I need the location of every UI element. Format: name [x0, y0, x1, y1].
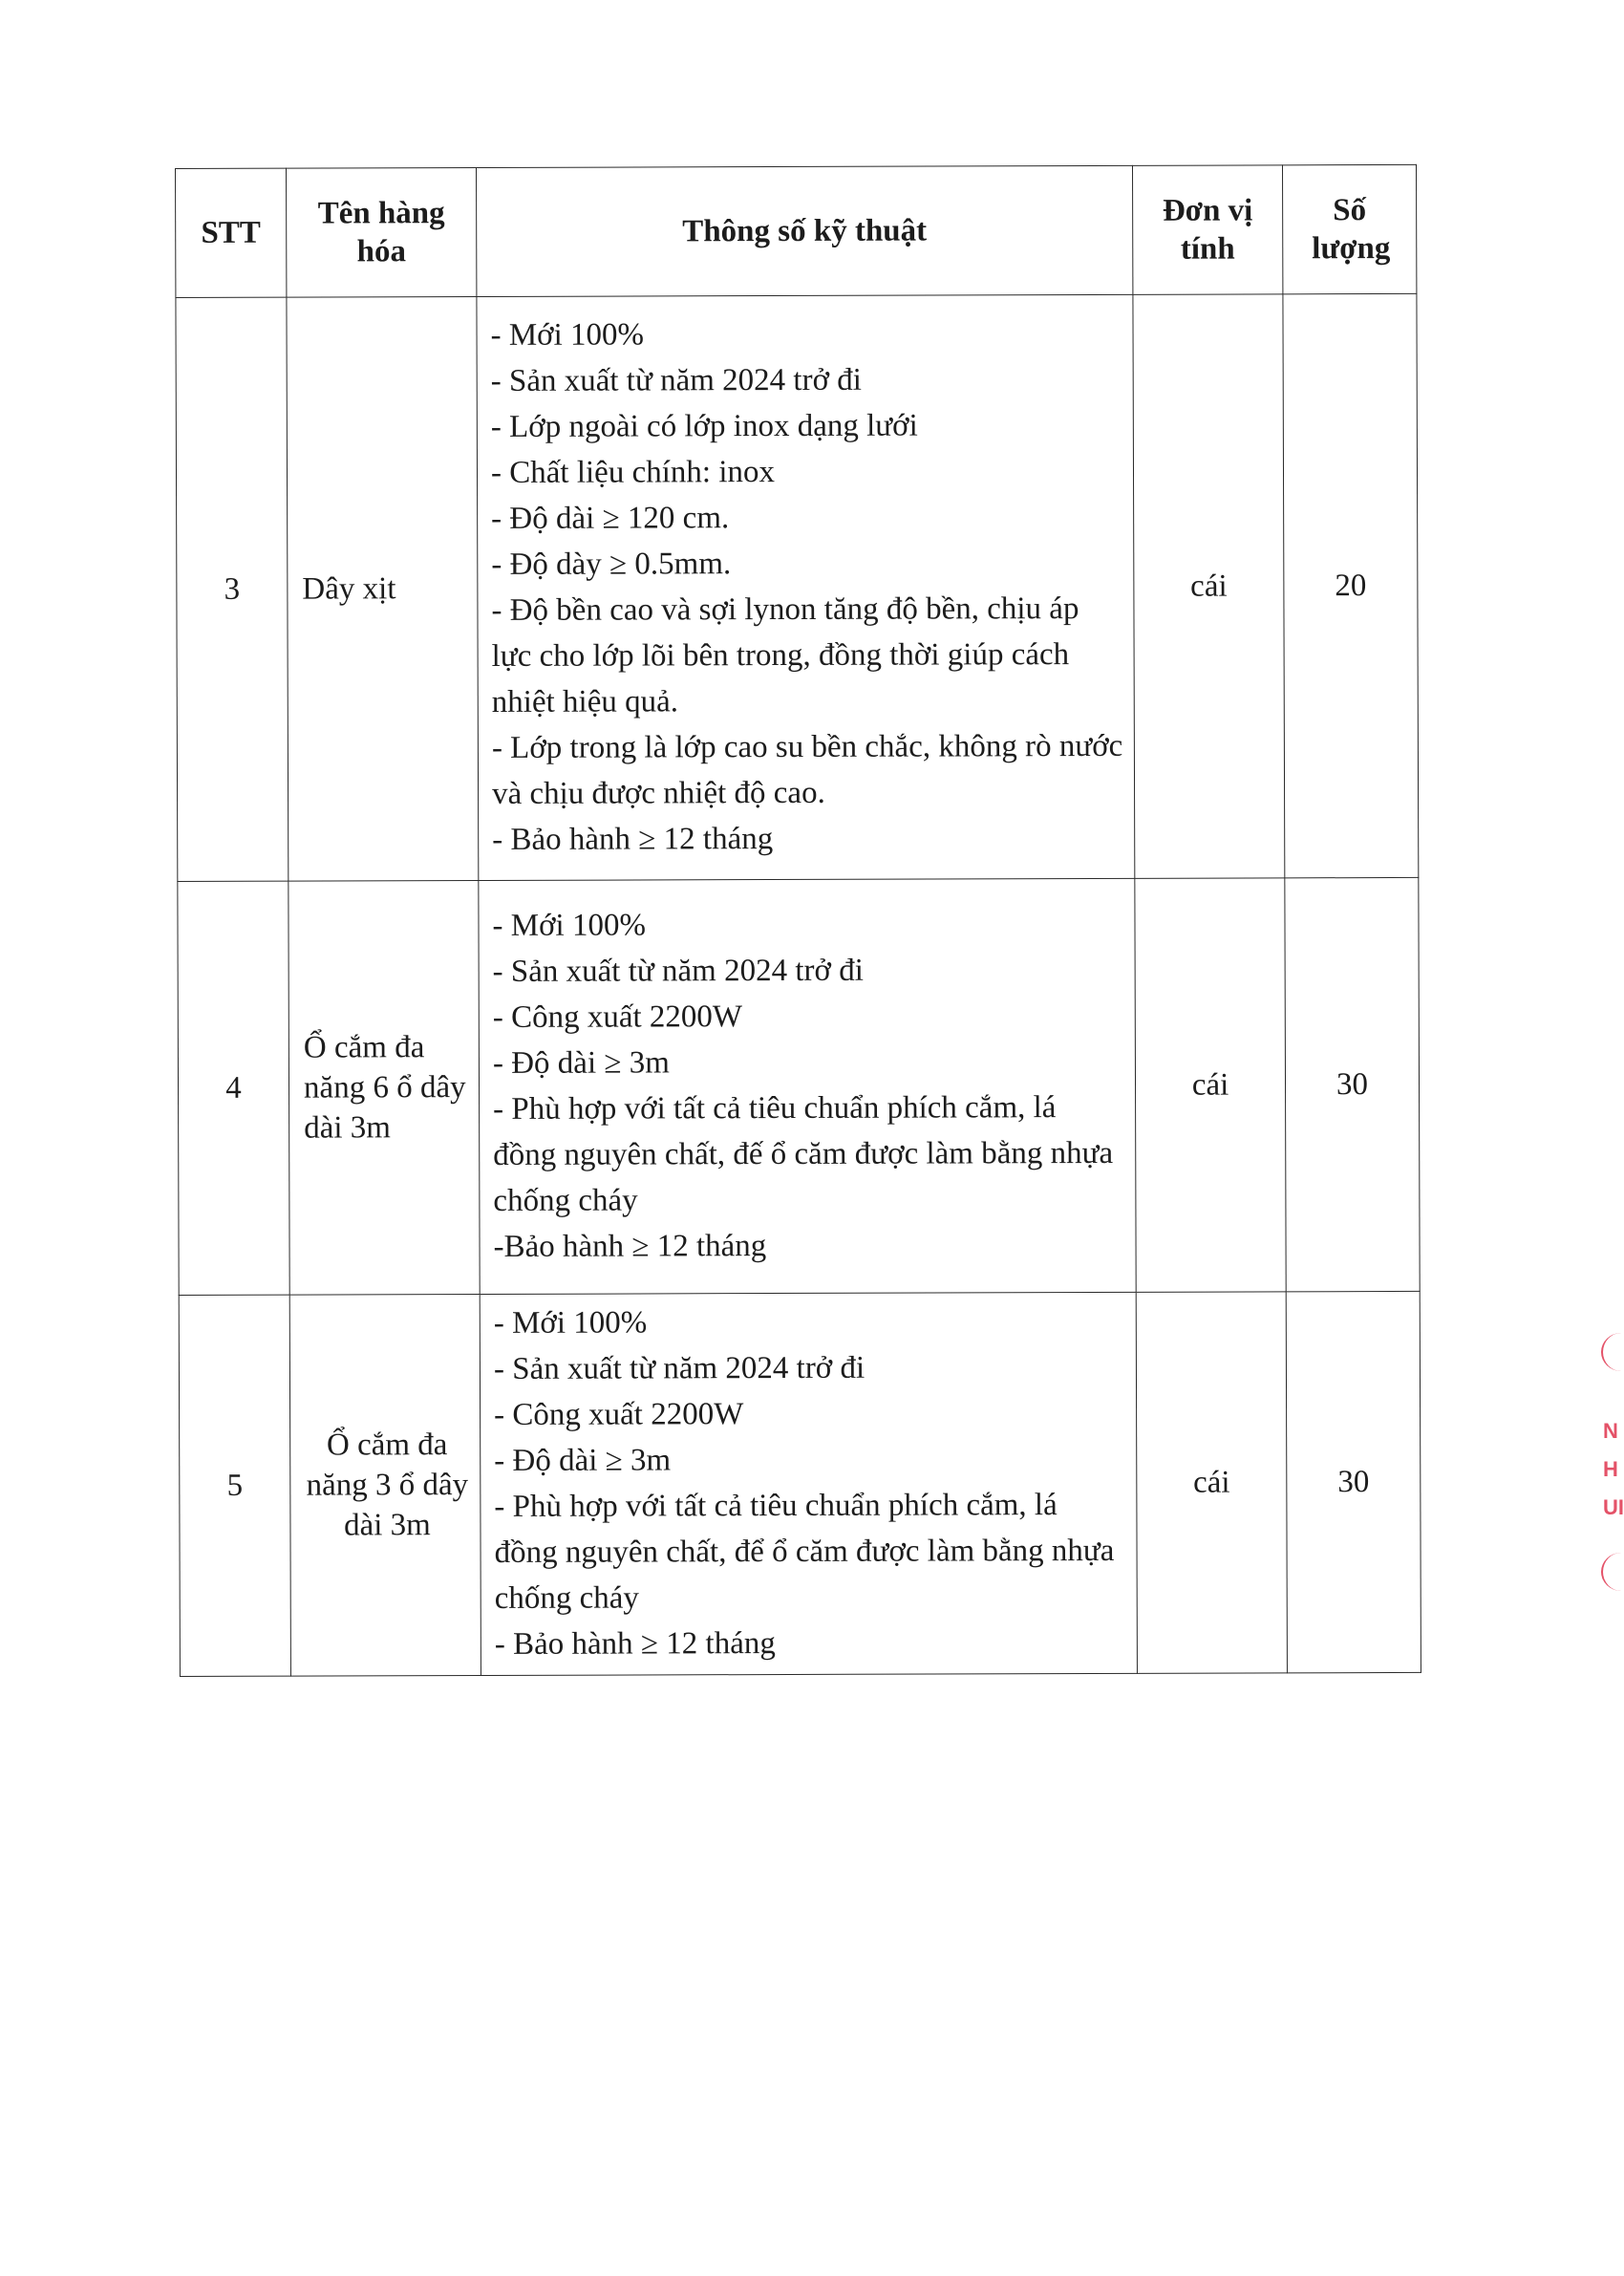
stamp-text: H [1603, 1457, 1618, 1481]
table-row [178, 877, 1420, 1295]
spec-line: - Chất liệu chính: inox [490, 455, 776, 490]
spec-line: -Bảo hành ≥ 12 tháng [493, 1229, 767, 1264]
spec-line: - Sản xuất từ năm 2024 trở đi [493, 1350, 865, 1386]
spec-line: - Độ dài ≥ 3m [494, 1443, 672, 1478]
header-qty-text: Số lượng [1312, 193, 1391, 267]
row-name: Dây xịt [287, 297, 479, 882]
row-specs [479, 878, 1136, 1294]
spec-line: - Độ bền cao và sợi lynon tăng độ bền, chịu áp lực cho lớp lõi bên trong, đồng thời giúp cách nhiệt hiệu quả. [491, 591, 1079, 719]
spec-line: - Lớp ngoài có lớp inox dạng lưới [490, 408, 918, 444]
spec-line: - Bảo hành ≥ 12 tháng [492, 822, 774, 857]
header-stt: STT [176, 168, 287, 297]
header-name [287, 168, 477, 298]
row-name: Ổ cắm đa năng 3 ổ dây dài 3m [289, 1295, 481, 1677]
header-spec: Thông số kỹ thuật [477, 165, 1133, 296]
row-qty: 30 [1286, 1291, 1421, 1672]
stamp-text: UI [1603, 1495, 1624, 1519]
spec-line: - Công xuất 2200W [494, 1397, 744, 1432]
header-unit-text: Đơn vị tính [1162, 193, 1253, 267]
stamp-arc-top [1601, 1333, 1624, 1371]
spec-line: - Phù hợp với tất cả tiêu chuẩn phích cắm, lá đồng nguyên chất, đế ổ căm được làm bằng nhựa chống cháy [493, 1090, 1114, 1218]
row-unit: cái [1133, 294, 1285, 878]
header-row [176, 164, 1417, 297]
header-unit [1132, 165, 1282, 294]
header-qty [1282, 164, 1416, 293]
row-qty: 20 [1283, 293, 1419, 877]
specification-table [175, 164, 1421, 1677]
spec-line: - Độ dày ≥ 0.5mm. [491, 547, 732, 582]
spec-line: - Mới 100% [490, 317, 645, 353]
spec-line: - Phù hợp với tất cả tiêu chuẩn phích cắm, lá đồng nguyên chất, để ổ căm được làm bằng nhựa chống cháy [494, 1488, 1115, 1616]
row-name: Ổ cắm đa năng 6 ổ dây dài 3m [288, 881, 480, 1296]
header-name-text: Tên hàng hóa [317, 196, 445, 269]
row-specs [480, 1292, 1137, 1675]
spec-line: - Mới 100% [492, 908, 647, 943]
row-specs [477, 294, 1135, 880]
row-unit: cái [1135, 878, 1286, 1292]
stamp-text: N [1603, 1419, 1618, 1443]
spec-line: - Sản xuất từ năm 2024 trở đi [492, 953, 864, 989]
spec-line: - Sản xuất từ năm 2024 trở đi [490, 362, 862, 398]
row-stt: 4 [178, 881, 289, 1295]
row-unit: cái [1136, 1292, 1287, 1673]
spec-line: - Độ dài ≥ 3m [492, 1045, 670, 1081]
row-stt: 5 [179, 1295, 290, 1676]
stamp-arc-bottom [1601, 1553, 1624, 1591]
spec-line: - Công xuất 2200W [492, 999, 743, 1035]
table-row [176, 293, 1419, 881]
red-stamp-fragment [1597, 1333, 1624, 1620]
spec-line: - Bảo hành ≥ 12 tháng [494, 1626, 776, 1662]
spec-line: - Mới 100% [493, 1305, 648, 1341]
spec-line: - Độ dài ≥ 120 cm. [491, 501, 730, 536]
row-stt: 3 [176, 297, 288, 881]
spec-line: - Lớp trong là lớp cao su bền chắc, không rò nước và chịu được nhiệt độ cao. [491, 728, 1123, 811]
row-qty: 30 [1285, 877, 1420, 1291]
table-row [179, 1291, 1421, 1676]
